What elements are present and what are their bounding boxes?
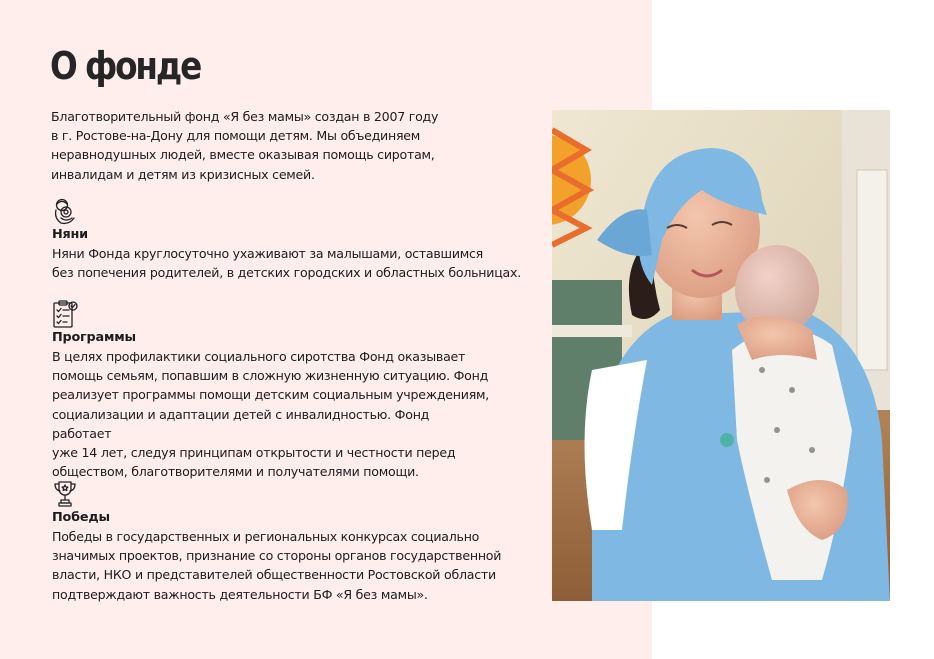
section-line: реализует программы помощи детским социальным учреждениям, xyxy=(52,387,490,403)
page-title: О фонде xyxy=(50,44,201,88)
intro-line: неравнодушных людей, вместе оказывая помощь сиротам, xyxy=(51,147,435,163)
section-line: подтверждают важность деятельности БФ «Я без мамы». xyxy=(52,586,428,602)
section-body xyxy=(52,527,522,604)
intro-paragraph xyxy=(51,107,461,184)
section-victories xyxy=(52,479,522,604)
section-line: значимых проектов, признание со стороны органов государственной xyxy=(52,548,502,564)
section-line: без попечения родителей, в детских городских и областных больницах. xyxy=(52,265,521,281)
intro-line: инвалидам и детям из кризисных семей. xyxy=(51,166,315,182)
section-heading: Победы xyxy=(52,510,110,525)
section-programs xyxy=(52,299,492,481)
section-line: помощь семьям, попавшим в сложную жизненную ситуацию. Фонд xyxy=(52,368,489,384)
trophy-icon xyxy=(52,479,78,509)
section-line: уже 14 лет, следуя принципам открытости и честности перед xyxy=(52,445,456,461)
section-line: социализации и адаптации детей с инвалидностью. Фонд работает xyxy=(52,406,430,441)
section-line: обществом, благотворителями и получателями помощи. xyxy=(52,464,419,480)
section-heading: Программы xyxy=(52,330,136,345)
nanny-with-baby-photo xyxy=(552,110,890,601)
photo-illustration xyxy=(552,110,890,601)
section-line: власти, НКО и представителей общественности Ростовской области xyxy=(52,567,496,583)
section-nannies xyxy=(52,196,532,282)
section-body xyxy=(52,347,492,481)
section-body xyxy=(52,244,532,282)
nanny-baby-icon xyxy=(52,196,78,226)
section-heading: Няни xyxy=(52,227,88,242)
section-line: Няни Фонда круглосуточно ухаживают за малышами, оставшимся xyxy=(52,246,484,261)
intro-line: Благотворительный фонд «Я без мамы» создан в 2007 году xyxy=(51,109,439,124)
section-line: Победы в государственных и региональных конкурсах социально xyxy=(52,529,480,544)
checklist-icon xyxy=(52,299,78,329)
section-line: В целях профилактики социального сиротства Фонд оказывает xyxy=(52,349,466,364)
intro-line: в г. Ростове-на-Дону для помощи детям. Мы объединяем xyxy=(51,128,421,144)
